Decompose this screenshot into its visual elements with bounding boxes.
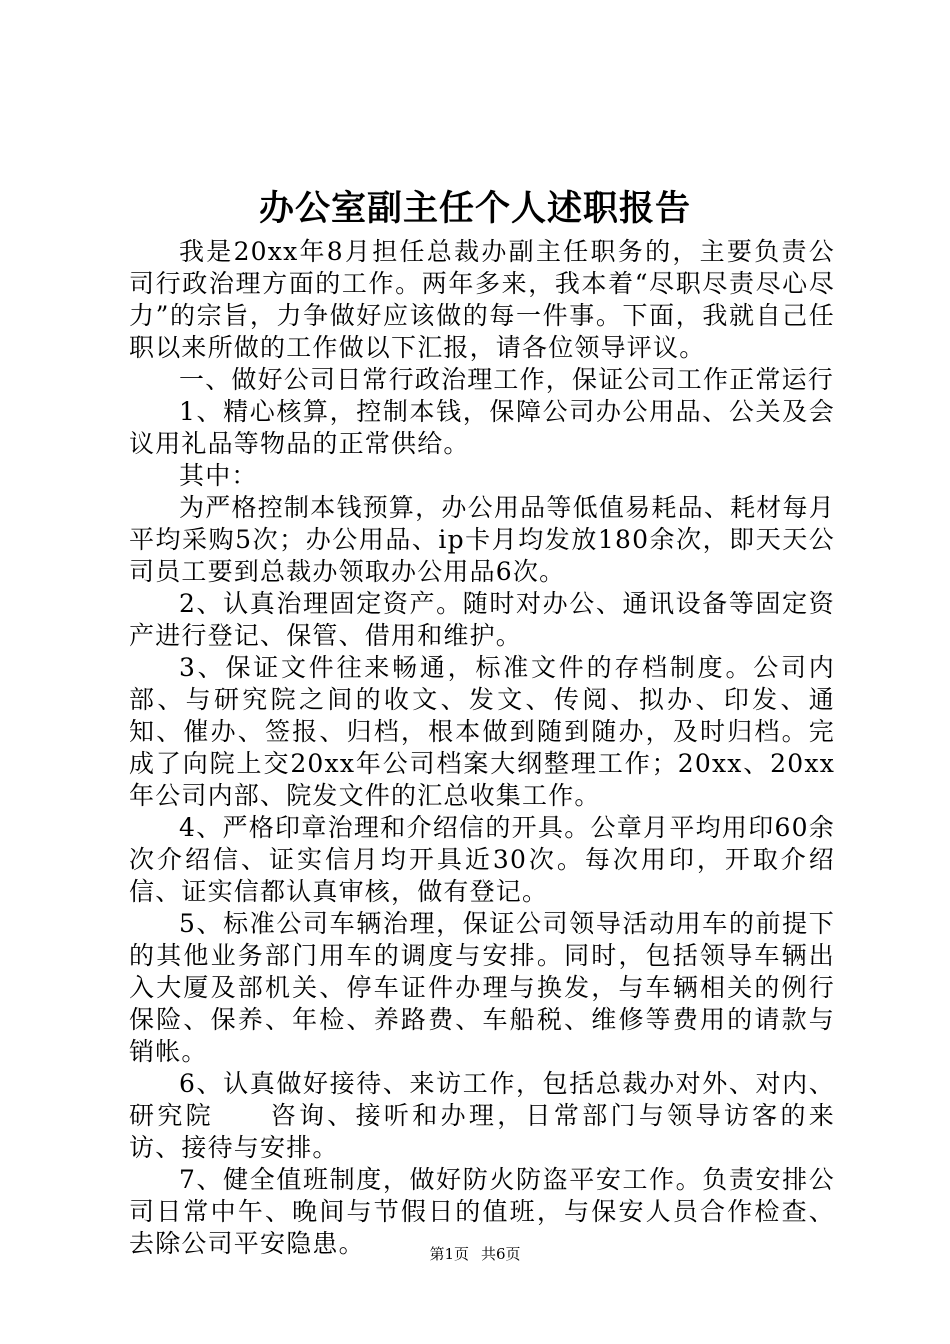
- paragraph: 4、严格印章治理和介绍信的开具。公章月平均用印60余次介绍信、证实信月均开具近30次。每次用印，开取介绍信、证实信都认真审核，做有登记。: [129, 813, 835, 906]
- paragraph: 6、认真做好接待、来访工作，包括总裁办对外、对内、研究院 咨询、接听和办理，日常部门与领导访客的来访、接待与安排。: [129, 1069, 835, 1162]
- page-number-current: 第1页: [429, 1245, 469, 1263]
- document-body: [129, 236, 835, 1260]
- paragraph: 我是20xx年8月担任总裁办副主任职务的，主要负责公司行政治理方面的工作。两年多来，我本着“尽职尽责尽心尽力”的宗旨，力争做好应该做的每一件事。下面，我就自己任职以来所做的工作做以下汇报，请各位领导评议。: [129, 237, 835, 362]
- page-number-total: 共6页: [481, 1245, 521, 1263]
- paragraph: 其中：: [179, 461, 258, 490]
- paragraph: 1、精心核算，控制本钱，保障公司办公用品、公关及会议用礼品等物品的正常供给。: [129, 397, 835, 458]
- paragraph: 一、做好公司日常行政治理工作，保证公司工作正常运行: [179, 365, 835, 394]
- paragraph: 7、健全值班制度，做好防火防盗平安工作。负责安排公司日常中午、晚间与节假日的值班，与保安人员合作检查、去除公司平安隐患。: [129, 1165, 835, 1258]
- paragraph: 5、标准公司车辆治理，保证公司领导活动用车的前提下的其他业务部门用车的调度与安排。同时，包括领导车辆出入大厦及部机关、停车证件办理与换发，与车辆相关的例行保险、保养、年检、养路费、车船税、维修等费用的请款与销帐。: [129, 909, 835, 1066]
- paragraph: 3、保证文件往来畅通，标准文件的存档制度。公司内部、与研究院之间的收文、发文、传阅、拟办、印发、通知、催办、签报、归档，根本做到随到随办，及时归档。完成了向院上交20xx年公司档案大纲整理工作；20xx、20xx年公司内部、院发文件的汇总收集工作。: [129, 653, 835, 810]
- paragraph: 为严格控制本钱预算，办公用品等低值易耗品、耗材每月平均采购5次；办公用品、ip卡月均发放180余次，即天天公司员工要到总裁办领取办公用品6次。: [129, 493, 835, 586]
- paragraph: 2、认真治理固定资产。随时对办公、通讯设备等固定资产进行登记、保管、借用和维护。: [129, 589, 835, 650]
- page-footer: [0, 1244, 950, 1264]
- document-title: 办公室副主任个人述职报告: [258, 188, 691, 229]
